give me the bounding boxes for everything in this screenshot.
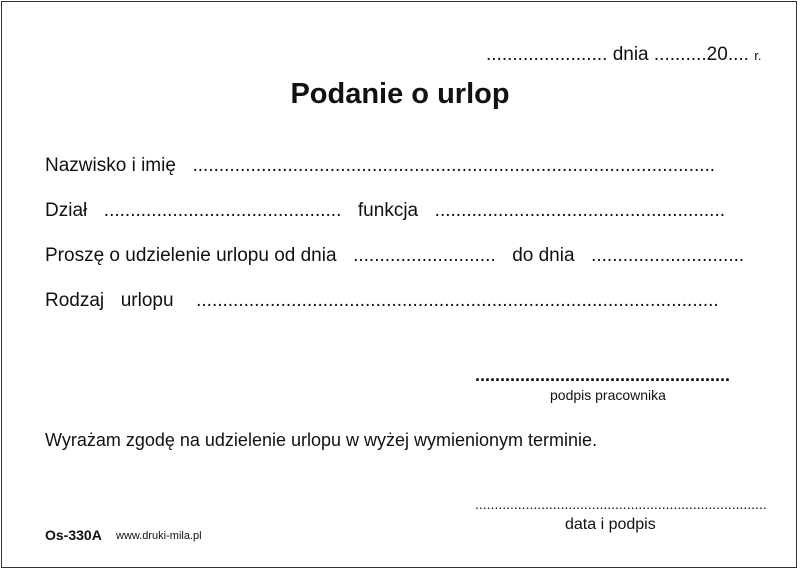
approval-signature-caption: data i podpis xyxy=(565,516,656,533)
name-label: Nazwisko i imię xyxy=(45,155,176,176)
date-from-field[interactable]: ........................... xyxy=(353,245,496,266)
consent-text: Wyrażam zgodę na udzielenie urlopu w wyżej wymienionym terminie. xyxy=(45,430,598,450)
form-code: Os-330A xyxy=(45,527,102,543)
function-field[interactable]: ....................................................... xyxy=(434,200,726,221)
employee-signature-caption: podpis pracownika xyxy=(550,387,666,403)
leave-type-field[interactable]: ................................................................................................... xyxy=(196,290,719,311)
department-row xyxy=(45,200,725,222)
name-row xyxy=(45,155,715,177)
type-label-2: urlopu xyxy=(120,290,174,311)
date-line-text: ....................... dnia ..........20.... xyxy=(486,44,749,65)
form-title: Podanie o urlop xyxy=(290,78,510,110)
to-label: do dnia xyxy=(512,245,575,266)
request-row xyxy=(45,245,744,267)
type-label: Rodzaj xyxy=(45,290,105,311)
employee-signature-field[interactable]: ................................................... xyxy=(475,365,731,385)
function-label: funkcja xyxy=(357,200,419,221)
date-suffix: r. xyxy=(754,48,762,63)
approval-signature-field[interactable]: ........................................................................... xyxy=(475,496,767,512)
request-label: Proszę o udzielenie urlopu od dnia xyxy=(45,245,337,266)
date-line xyxy=(486,44,761,66)
publisher-website: www.druki-mila.pl xyxy=(116,530,202,542)
department-label: Dział xyxy=(45,200,88,221)
type-row xyxy=(45,290,719,312)
department-field[interactable]: ............................................. xyxy=(103,200,342,221)
date-to-field[interactable]: ............................. xyxy=(591,245,745,266)
name-field[interactable]: ................................................................................................... xyxy=(192,155,716,176)
